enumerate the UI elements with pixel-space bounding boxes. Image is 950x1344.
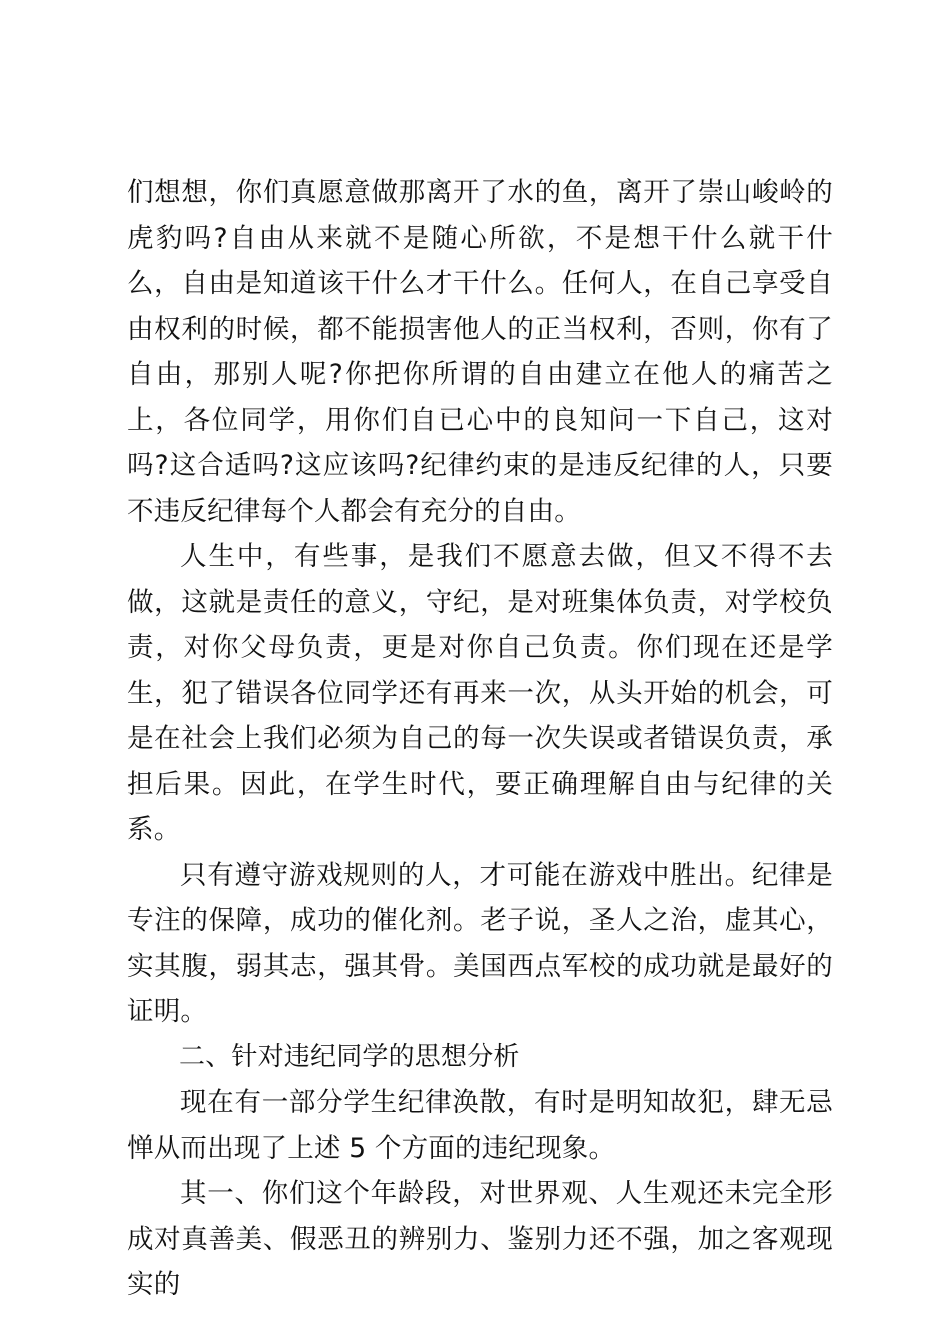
section-heading: 二、针对违纪同学的思想分析	[179, 1041, 520, 1072]
paragraph-analysis: 现在有一部分学生纪律涣散，有时是明知故犯，肆无忌惮从而出现了上述 5 个方面的违纪现象。	[127, 1087, 833, 1164]
paragraph-continuation: 们想想，你们真愿意做那离开了水的鱼，离开了崇山峻岭的虎豹吗?自由从来就不是随心所欲，不是想干什么就干什么，自由是知道该干什么才干什么。任何人，在自己享受自由权利的时候，都不能损害他人的正当权利，否则，你有了自由，那别人呢?你把你所谓的自由建立在他人的痛苦之上，各位同学，用你们自已心中的良知问一下自己，这对吗?这合适吗?这应该吗?纪律约束的是违反纪律的人，只要不违反纪律每个人都会有充分的自由。	[127, 177, 833, 527]
paragraph-rules: 只有遵守游戏规则的人，才可能在游戏中胜出。纪律是专注的保障，成功的催化剂。老子说，圣人之治，虚其心，实其腹，弱其志，强其骨。美国西点军校的成功就是最好的证明。	[127, 859, 833, 1027]
paragraph-first-point: 其一、你们这个年龄段，对世界观、人生观还未完全形成对真善美、假恶丑的辨别力、鉴别力还不强，加之客观现实的	[127, 1178, 833, 1300]
paragraph-responsibility: 人生中，有些事，是我们不愿意去做，但又不得不去做，这就是责任的意义，守纪，是对班集体负责，对学校负责，对你父母负责，更是对你自己负责。你们现在还是学生，犯了错误各位同学还有再来一次，从头开始的机会，可是在社会上我们必须为自己的每一次失误或者错误负责，承担后果。因此，在学生时代，要正确理解自由与纪律的关系。	[127, 541, 833, 845]
document-page	[127, 170, 833, 1308]
